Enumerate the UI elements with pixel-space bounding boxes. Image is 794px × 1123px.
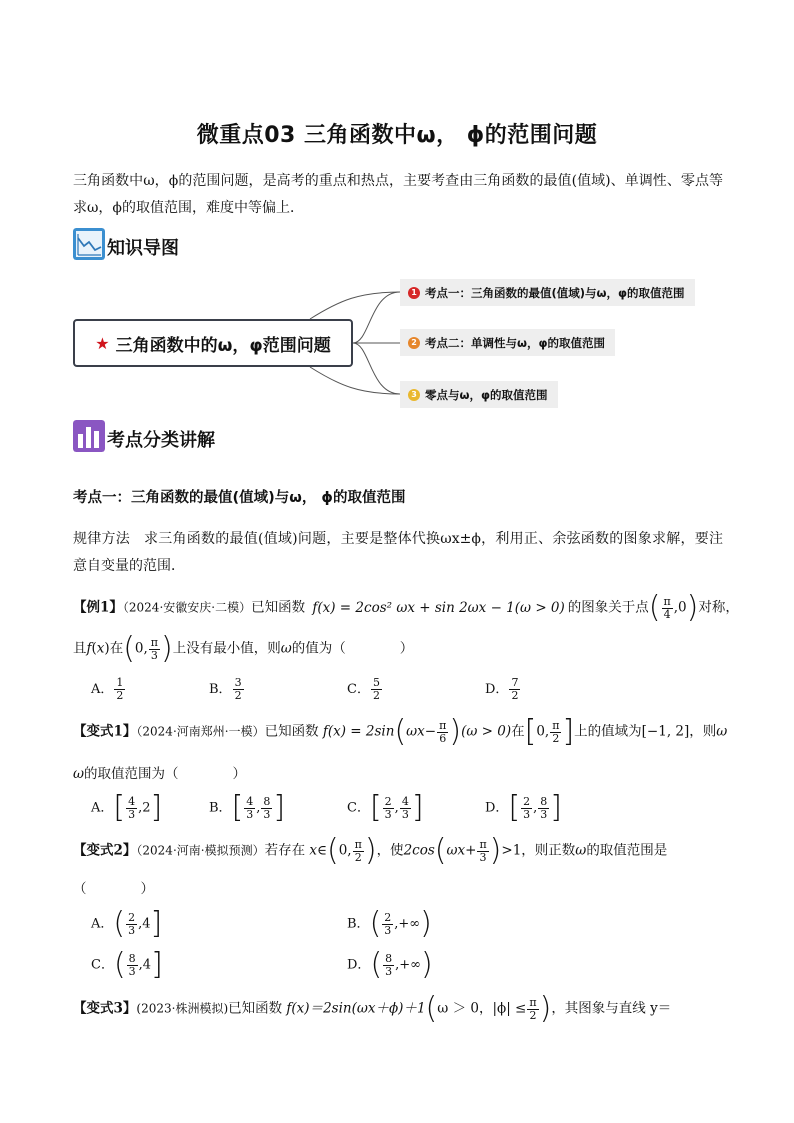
question-text: 的值为（ ） — [291, 640, 414, 657]
variation-1-line-1: 【变式1】（2024·河南郑州·一模）已知函数 f(x) = 2sin(ωx− $\frac{\pi}{6}$ )(ω > 0)在[0, $\frac{\pi}{2}$ ]上的值域为[−1, 2]，则ω — [73, 714, 728, 749]
fraction: $\frac{2}{3}$ — [128, 910, 136, 937]
question-text: 在 — [109, 640, 124, 657]
question-text: ，则正数 — [521, 842, 576, 859]
fraction: $\frac{8}{3}$ — [385, 951, 393, 978]
number-badge-icon: 2 — [408, 337, 420, 349]
choice-label: B． — [347, 916, 370, 932]
fraction: $\frac{\pi}{2}$ — [354, 837, 362, 864]
section-knowledge-map — [73, 228, 179, 260]
variation-2-choice-d[interactable]: D．( $\frac{8}{3}$ ,+∞) — [347, 947, 433, 982]
mindmap-branch-2 — [400, 329, 615, 356]
method-label: 规律方法 — [73, 531, 130, 547]
choice-label: A． — [91, 916, 114, 932]
question-text: ，则 — [689, 723, 717, 740]
fraction: $\frac{\pi}{6}$ — [439, 718, 447, 745]
question-text: ，使 — [376, 842, 404, 859]
choice-label: A． — [91, 800, 114, 816]
mindmap-branch-label: 零点与ω，φ的取值范围 — [425, 387, 548, 402]
source-tag: （2024·安徽安庆·二模） — [122, 600, 252, 615]
question-text: 的取值范围为（ ） — [84, 766, 247, 782]
variation-1-line-2: ω的取值范围为（ ） — [73, 766, 247, 782]
method-paragraph — [73, 526, 723, 580]
choice-label: C． — [91, 957, 114, 973]
question-text: 对称， — [698, 599, 739, 616]
source-tag: （2024·河南郑州·一模） — [136, 724, 265, 739]
fraction: $\frac{\pi}{2}$ — [529, 995, 537, 1022]
page-title: 微重点03 三角函数中ω， ϕ的范围问题 — [196, 123, 598, 148]
choice-label: D． — [485, 682, 509, 697]
example-1-line-1: 【例1】（2024·安徽安庆·二模）已知函数 f(x) = 2cos² ωx + sin 2ωx − 1(ω > 0) 的图象关于点( $\frac{\pi}{4}$ ,0)对称， — [73, 590, 739, 625]
fraction: $\frac{8}{3}$ — [263, 794, 271, 821]
variation-1-choice-b[interactable]: B．[ $\frac{4}{3}$ , $\frac{8}{3}$ ] — [209, 790, 286, 825]
mindmap-branch-3 — [400, 381, 558, 408]
question-text: 在 — [511, 723, 525, 740]
example-1-choice-c[interactable] — [347, 677, 383, 702]
question-text: 已知函数 — [251, 599, 306, 616]
fraction: $\frac{2}{3}$ — [384, 910, 392, 937]
formula: f(x) = 2sin — [322, 723, 395, 740]
variation-2-choice-b[interactable]: B．( $\frac{2}{3}$ ,+∞) — [347, 906, 432, 941]
fraction: $\frac{\pi}{3}$ — [479, 837, 487, 864]
formula: [−1, 2] — [641, 723, 690, 740]
fraction: $\frac{\pi}{2}$ — [552, 718, 560, 745]
example-1-line-2: 且f(x)在(0, $\frac{\pi}{3}$ )上没有最小值，则ω的值为（ ） — [73, 631, 414, 666]
section-classification — [73, 420, 215, 452]
choice-label: B． — [209, 800, 232, 816]
question-text: 的图象关于点 — [567, 599, 649, 616]
bar-chart-icon — [73, 420, 105, 452]
question-text: 的取值范围是 — [586, 842, 668, 859]
method-text: 求三角函数的最值(值域)问题，主要是整体代换ωx±ϕ，利用正、余弦函数的图象求解，要注意自变量的范围． — [73, 531, 723, 574]
variation-1-choice-d[interactable]: D．[ $\frac{2}{3}$ , $\frac{8}{3}$ ] — [485, 790, 563, 825]
question-text: 已知函数 — [264, 723, 319, 740]
star-icon: ★ — [95, 333, 110, 353]
formula: f(x) = 2cos² ωx + sin 2ωx − 1(ω > 0) — [312, 599, 565, 616]
fraction: $\frac{8}{3}$ — [540, 794, 548, 821]
fraction: $\frac{4}{3}$ — [401, 794, 409, 821]
mindmap-central-node — [73, 319, 353, 367]
fraction: $\frac{4}{3}$ — [246, 794, 254, 821]
keypoint-1-heading: 考点一：三角函数的最值(值域)与ω， ϕ的取值范围 — [73, 490, 406, 506]
fraction: $\frac{1}{2}$ — [116, 676, 124, 702]
fraction: $\frac{\pi}{3}$ — [150, 635, 159, 662]
fraction: $\frac{2}{3}$ — [384, 794, 392, 821]
fraction: $\frac{\pi}{4}$ — [663, 594, 671, 621]
question-text: 且 — [73, 640, 87, 657]
variation-2-choice-a[interactable]: A．( $\frac{2}{3}$ ,4] — [91, 906, 163, 941]
example-tag: 【变式1】 — [73, 723, 137, 740]
example-1-choice-d[interactable] — [485, 677, 521, 702]
fraction: $\frac{5}{2}$ — [372, 676, 380, 702]
variation-2-line-2: （ ） — [73, 881, 154, 897]
variation-1-choice-c[interactable]: C．[ $\frac{2}{3}$ , $\frac{4}{3}$ ] — [347, 790, 424, 825]
example-1-choice-a[interactable] — [91, 677, 126, 702]
choice-label: D． — [347, 957, 371, 973]
example-tag: 【例1】 — [73, 599, 123, 616]
source-tag: （2024·河南·模拟预测） — [136, 843, 265, 858]
choice-label: C． — [347, 800, 370, 816]
formula: ω ＞ 0，|ϕ| ≤ — [437, 1000, 527, 1017]
question-text: 若存在 — [264, 842, 306, 859]
formula: f(x)＝2sin(ωx＋ϕ)＋1 — [286, 1000, 426, 1017]
choice-label: A． — [91, 682, 114, 697]
question-text: 上的值域为 — [574, 723, 642, 740]
fraction: $\frac{2}{3}$ — [523, 794, 531, 821]
intro-paragraph: 三角函数中ω，ϕ的范围问题，是高考的重点和热点，主要考查由三角函数的最值(值域)、单调性、零点等求ω，ϕ的取值范围，难度中等偏上． — [73, 173, 723, 216]
mindmap-branch-1 — [400, 279, 695, 306]
variation-2-choice-c[interactable]: C．( $\frac{8}{3}$ ,4] — [91, 947, 163, 982]
choice-label: C． — [347, 682, 370, 697]
fraction: $\frac{7}{2}$ — [511, 676, 519, 702]
question-text: 上没有最小值，则 — [172, 640, 281, 657]
chart-line-icon — [73, 228, 105, 260]
mindmap-central-label: 三角函数中的ω，φ范围问题 — [115, 335, 331, 356]
choice-label: B． — [209, 682, 232, 697]
question-text: 已知函数 — [228, 1000, 283, 1017]
fraction: $\frac{3}{2}$ — [234, 676, 242, 702]
variation-3-line-1: 【变式3】(2023·株洲模拟)已知函数 f(x)＝2sin(ωx＋ϕ)＋1(ω ＞ 0，|ϕ| ≤ $\frac{\pi}{2}$ )，其图象与直线 y＝ — [73, 994, 672, 1024]
formula: (ω > 0) — [461, 723, 512, 740]
section-knowledge-title: 知识导图 — [107, 238, 179, 259]
variation-1-choice-a[interactable]: A．[ $\frac{4}{3}$ ,2] — [91, 790, 163, 825]
number-badge-icon: 3 — [408, 389, 420, 401]
example-tag: 【变式2】 — [73, 842, 137, 859]
example-1-choice-b[interactable] — [209, 677, 245, 702]
variation-2-line-1: 【变式2】（2024·河南·模拟预测）若存在 x∈(0, $\frac{\pi}{2}$ )，使2cos(ωx+ $\frac{\pi}{3}$ )>1，则正数ω的取值范围是 — [73, 833, 668, 868]
number-badge-icon: 1 — [408, 287, 420, 299]
example-tag: 【变式3】 — [73, 1000, 137, 1017]
mindmap-branch-label: 考点一：三角函数的最值(值域)与ω，φ的取值范围 — [425, 285, 685, 300]
mindmap-branch-label: 考点二：单调性与ω，φ的取值范围 — [425, 335, 605, 350]
source-tag: (2023·株洲模拟) — [136, 1001, 229, 1016]
question-text: ，其图象与直线 y＝ — [551, 1000, 672, 1017]
section-classification-title: 考点分类讲解 — [107, 430, 215, 451]
fraction: $\frac{8}{3}$ — [128, 951, 136, 978]
choice-label: D． — [485, 800, 509, 816]
fraction: $\frac{4}{3}$ — [128, 794, 136, 821]
